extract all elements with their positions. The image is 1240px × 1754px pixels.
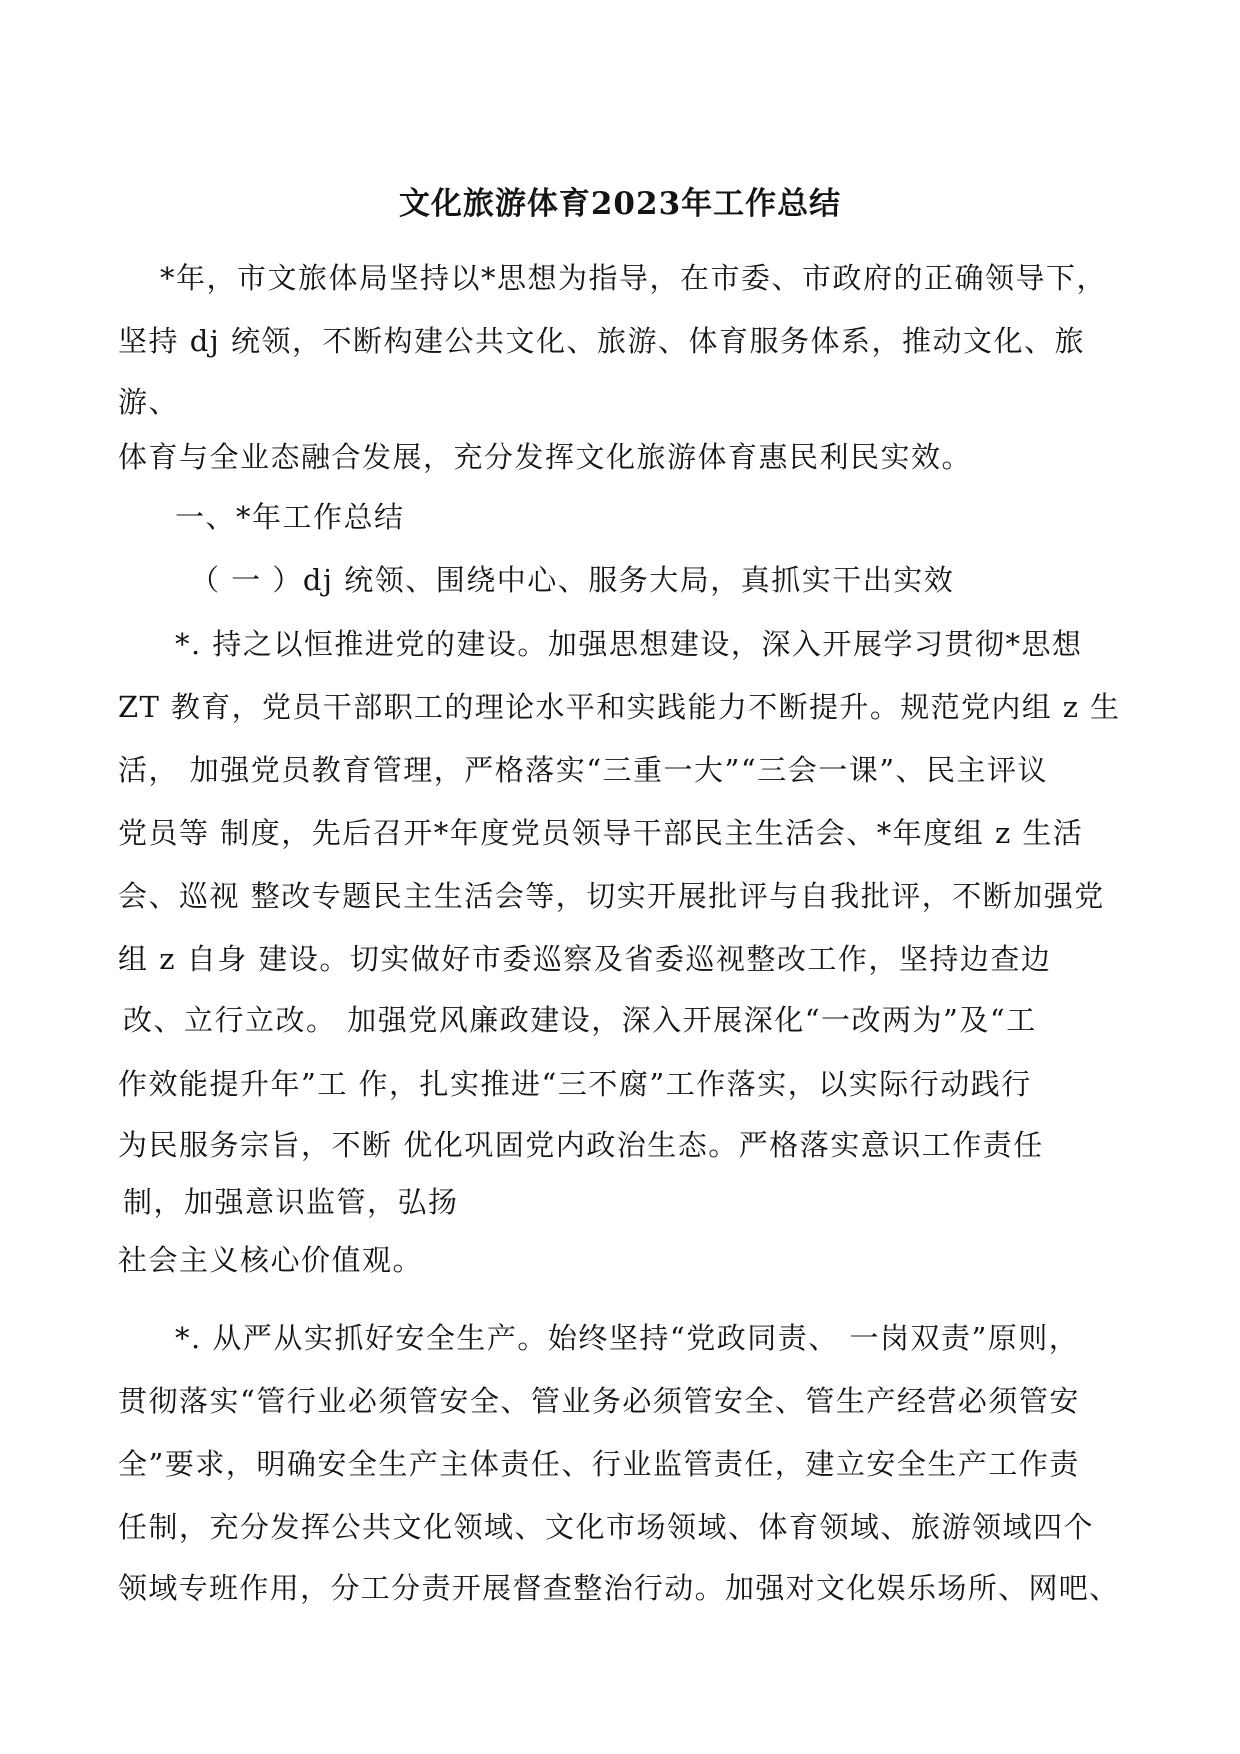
intro-line-3: 游、 <box>118 385 180 419</box>
paragraph1-line-3: 活， 加强党员教育管理，严格落实“三重一大”“三会一课”、民主评议 <box>118 753 1049 787</box>
document-title: 文化旅游体育2023年工作总结 <box>398 186 842 222</box>
paragraph2-line-3: 全”要求，明确安全生产主体责任、行业监管责任，建立安全生产工作责 <box>118 1447 1080 1481</box>
paragraph1-line-5: 会、巡视 整改专题民主生活会等，切实开展批评与自我批评，不断加强党 <box>118 879 1105 913</box>
section-heading: 一、*年工作总结 <box>175 500 405 534</box>
paragraph2-line-2: 贯彻落实“管行业必须管安全、管业务必须管安全、管生产经营必须管安 <box>118 1384 1080 1418</box>
subsection-heading: （ 一 ）dj 统领、围绕中心、服务大局，真抓实干出实效 <box>190 563 955 597</box>
paragraph1-line-9: 为民服务宗旨，不断 优化巩固党内政治生态。严格落实意识工作责任 <box>118 1128 1044 1162</box>
intro-line-2: 坚持 dj 统领，不断构建公共文化、旅游、体育服务体系，推动文化、旅 <box>118 324 1085 358</box>
intro-line-4: 体育与全业态融合发展，充分发挥文化旅游体育惠民利民实效。 <box>118 440 973 474</box>
paragraph1-line-2: ZT 教育，党员干部职工的理论水平和实践能力不断提升。规范党内组 z 生 <box>118 690 1121 724</box>
paragraph2-line-1: *. 从严从实抓好安全生产。始终坚持“党政同责、 一岗双责”原则， <box>175 1321 1080 1355</box>
paragraph2-line-4: 任制，充分发挥公共文化领域、文化市场领域、体育领域、旅游领域四个 <box>118 1510 1095 1544</box>
paragraph1-line-11: 社会主义核心价值观。 <box>118 1243 424 1277</box>
paragraph1-line-4: 党员等 制度，先后召开*年度党员领导干部民主生活会、*年度组 z 生活 <box>118 816 1084 850</box>
paragraph1-line-1: *. 持之以恒推进党的建设。加强思想建设，深入开展学习贯彻*思想 <box>175 627 1083 661</box>
paragraph1-line-10: 制，加强意识监管，弘扬 <box>123 1185 459 1219</box>
paragraph1-line-8: 作效能提升年”工 作，扎实推进“三不腐”工作落实，以实际行动践行 <box>118 1067 1032 1101</box>
paragraph2-line-5: 领域专班作用，分工分责开展督查整治行动。加强对文化娱乐场所、网吧、 <box>118 1571 1120 1605</box>
paragraph1-line-7: 改、立行立改。 加强党风廉政建设，深入开展深化“一改两为”及“工 <box>123 1003 1037 1037</box>
paragraph1-line-6: 组 z 自身 建设。切实做好市委巡察及省委巡视整改工作，坚持边查边 <box>118 942 1052 976</box>
intro-line-1: *年，市文旅体局坚持以*思想为指导，在市委、市政府的正确领导下， <box>160 261 1108 295</box>
